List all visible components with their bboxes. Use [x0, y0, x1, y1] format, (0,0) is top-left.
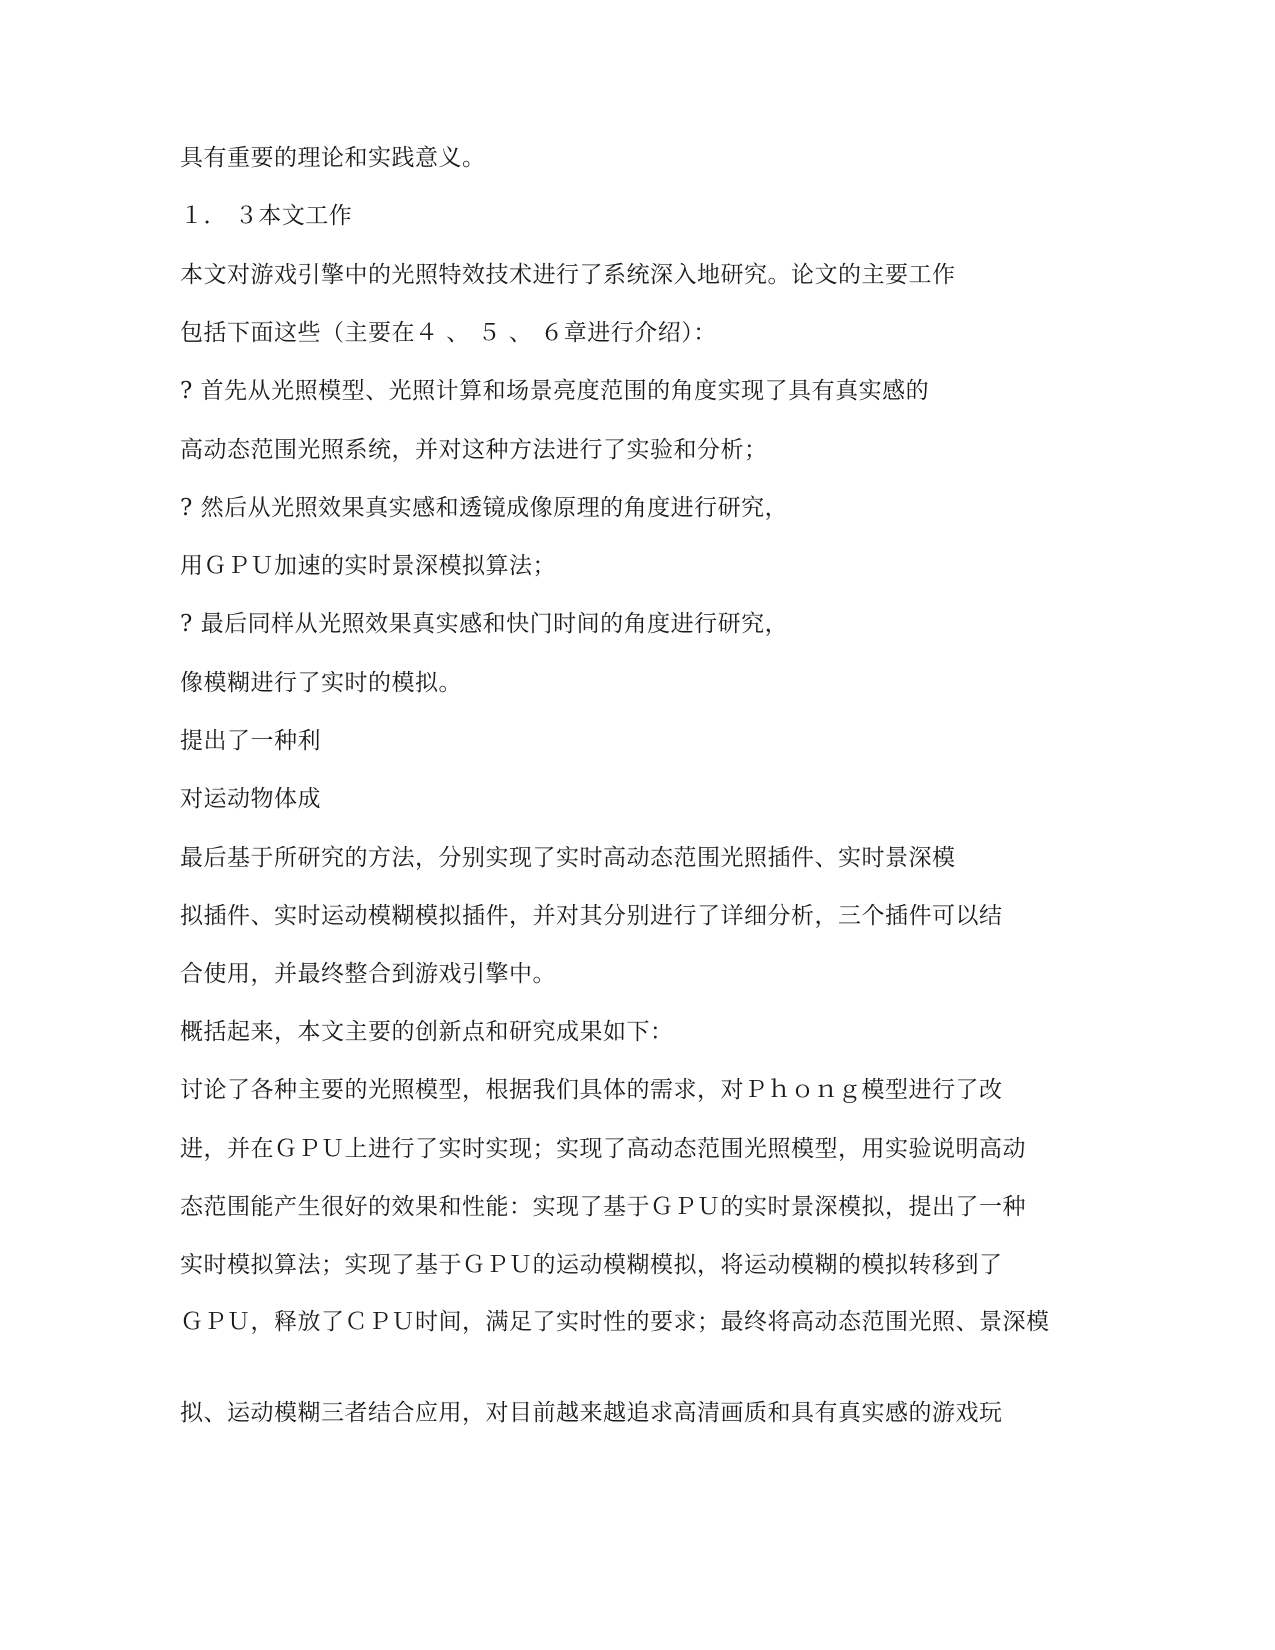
paragraph-line: 像模糊进行了实时的模拟。	[180, 670, 462, 696]
bullet-line: ? 然后从光照效果真实感和透镜成像原理的角度进行研究，	[180, 495, 789, 521]
paragraph-line: 包括下面这些（主要在４ 、 ５ 、 ６章进行介绍）：	[180, 320, 717, 346]
paragraph-line: 对运动物体成	[180, 786, 321, 812]
paragraph-line: 高动态范围光照系统，并对这种方法进行了实验和分析；	[180, 437, 768, 463]
paragraph-line: 实时模拟算法；实现了基于ＧＰＵ的运动模糊模拟，将运动模糊的模拟转移到了	[180, 1252, 1003, 1278]
paragraph-line: ＧＰＵ，释放了ＣＰＵ时间，满足了实时性的要求；最终将高动态范围光照、景深模	[180, 1309, 1050, 1335]
paragraph-line: 合使用，并最终整合到游戏引擎中。	[180, 961, 556, 987]
paragraph-line: 具有重要的理论和实践意义。	[180, 145, 486, 171]
paragraph-line: 最后基于所研究的方法，分别实现了实时高动态范围光照插件、实时景深模	[180, 845, 956, 871]
bullet-line: ? 最后同样从光照效果真实感和快门时间的角度进行研究，	[180, 611, 789, 637]
paragraph-line: 讨论了各种主要的光照模型，根据我们具体的需求，对Ｐｈｏｎｇ模型进行了改	[180, 1077, 1003, 1103]
paragraph-line: 用ＧＰＵ加速的实时景深模拟算法；	[180, 553, 556, 579]
paragraph-line: 概括起来，本文主要的创新点和研究成果如下：	[180, 1019, 674, 1045]
paragraph-line: 进，并在ＧＰＵ上进行了实时实现；实现了高动态范围光照模型，用实验说明高动	[180, 1136, 1026, 1162]
bullet-line: ? 首先从光照模型、光照计算和场景亮度范围的角度实现了具有真实感的	[180, 378, 930, 404]
paragraph-line: 拟插件、实时运动模糊模拟插件，并对其分别进行了详细分析，三个插件可以结	[180, 903, 1003, 929]
paragraph-line: 拟、运动模糊三者结合应用，对目前越来越追求高清画质和具有真实感的游戏玩	[180, 1400, 1003, 1426]
paragraph-line: 本文对游戏引擎中的光照特效技术进行了系统深入地研究。论文的主要工作	[180, 262, 956, 288]
section-heading: １． ３本文工作	[180, 203, 353, 229]
paragraph-line: 态范围能产生很好的效果和性能：实现了基于ＧＰＵ的实时景深模拟，提出了一种	[180, 1194, 1026, 1220]
paragraph-line: 提出了一种利	[180, 728, 321, 754]
